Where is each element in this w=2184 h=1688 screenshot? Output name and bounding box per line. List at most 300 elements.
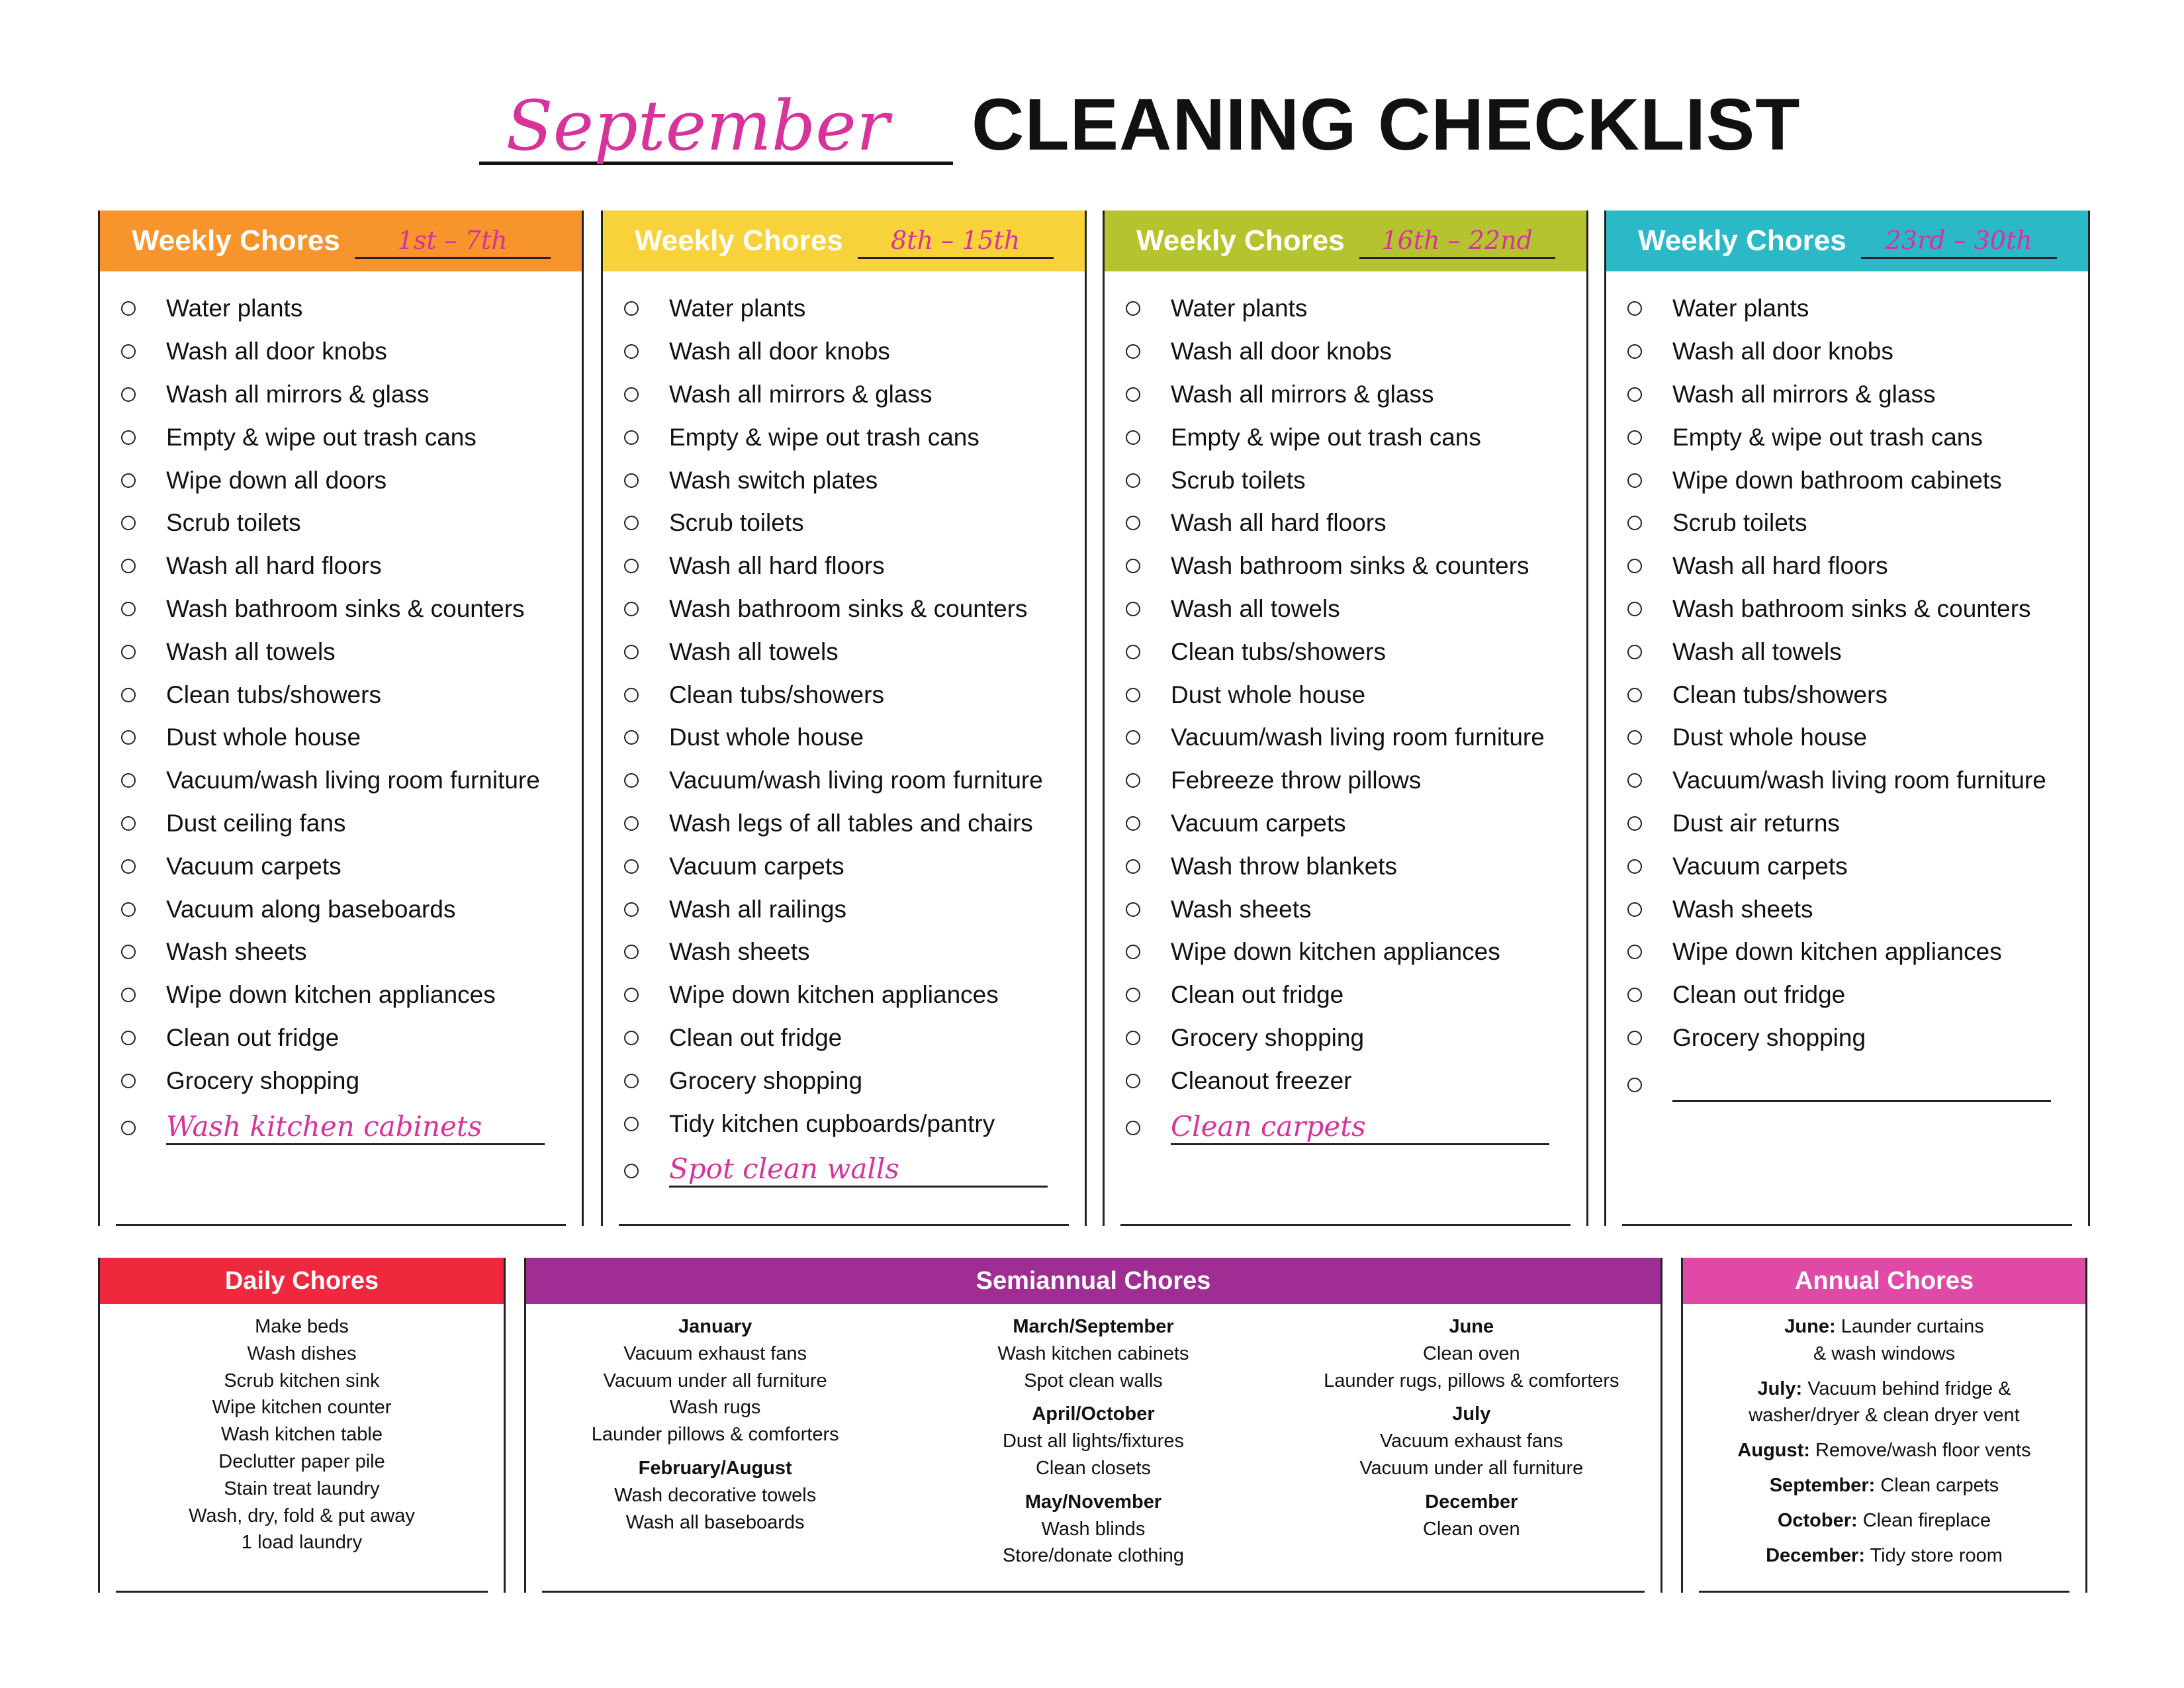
chore-item: [1606, 630, 2088, 673]
chore-item-label: Empty & wipe out trash cans: [669, 423, 979, 451]
checkbox-circle-icon[interactable]: [1627, 945, 1642, 959]
chore-item: [1105, 759, 1586, 802]
checkbox-circle-icon[interactable]: [1627, 602, 1642, 616]
chore-item-label: Wash all mirrors & glass: [166, 380, 430, 408]
weekly-chores-label: Weekly Chores: [635, 224, 843, 257]
checkbox-circle-icon[interactable]: [624, 773, 639, 788]
daily-footer-line: [116, 1591, 488, 1593]
semiannual-chore-item: Vacuum under all furniture: [603, 1370, 827, 1391]
checkbox-circle-icon[interactable]: [1627, 387, 1642, 402]
chore-item: [1105, 630, 1586, 673]
checkbox-circle-icon[interactable]: [1126, 773, 1140, 788]
custom-chore-field[interactable]: Spot clean walls: [669, 1154, 1048, 1188]
chore-item-label: Wash all door knobs: [1672, 338, 1893, 365]
chore-item-label: Tidy kitchen cupboards/pantry: [669, 1109, 995, 1137]
daily-chore-item: Make beds: [255, 1316, 349, 1337]
semiannual-chore-item: Dust all lights/fixtures: [1002, 1430, 1184, 1452]
chore-item: [1606, 545, 2088, 588]
checkbox-circle-icon[interactable]: [1126, 430, 1140, 445]
annual-footer-line: [1699, 1591, 2070, 1593]
week-date-range: 8th – 15th: [858, 224, 1054, 259]
chore-item-label: Wash sheets: [166, 938, 307, 966]
chore-item: [1606, 802, 2088, 845]
daily-chores-header: Daily Chores: [100, 1258, 504, 1304]
semiannual-chores-header: Semiannual Chores: [526, 1258, 1661, 1304]
checkbox-circle-icon[interactable]: [624, 559, 639, 573]
chore-item: [603, 845, 1085, 888]
chore-list: [1105, 271, 1586, 1154]
chore-item-label: Wipe down kitchen appliances: [669, 981, 999, 1009]
chore-item: [603, 373, 1085, 416]
annual-chore-line: [1683, 1507, 2085, 1534]
checkbox-circle-icon[interactable]: [1126, 988, 1140, 1002]
semiannual-chore-item: Wash all baseboards: [625, 1511, 805, 1533]
chore-item-label: Vacuum carpets: [166, 852, 341, 880]
checkbox-circle-icon[interactable]: [1627, 430, 1642, 445]
semiannual-month: May/November: [1024, 1491, 1162, 1513]
checkbox-circle-icon[interactable]: [624, 430, 639, 445]
chore-item-label: Scrub toilets: [669, 509, 804, 537]
annual-chore-item: [1683, 1542, 2085, 1570]
annual-chore-line: [1683, 1313, 2085, 1340]
chore-item: [1105, 673, 1586, 716]
weekly-chores-label: Weekly Chores: [1638, 224, 1846, 257]
chore-item: [1606, 974, 2088, 1017]
semiannual-month: July: [1452, 1403, 1491, 1425]
annual-month: August:: [1737, 1440, 1810, 1462]
chore-item: [1606, 459, 2088, 502]
semiannual-month: January: [678, 1316, 752, 1337]
chore-item-label: Dust whole house: [669, 724, 864, 751]
chore-item: [603, 330, 1085, 373]
daily-chore-item: Scrub kitchen sink: [224, 1370, 380, 1391]
checkbox-circle-icon[interactable]: [1627, 859, 1642, 874]
chore-item-label: Water plants: [166, 295, 303, 322]
chore-item-label: Wash all door knobs: [669, 338, 890, 365]
checkbox-circle-icon[interactable]: [121, 773, 136, 788]
annual-chore-item: [1683, 1507, 2085, 1534]
checkbox-circle-icon[interactable]: [1627, 516, 1642, 530]
chore-item-label: Clean out fridge: [1171, 981, 1344, 1009]
checkbox-circle-icon[interactable]: [624, 945, 639, 959]
chore-item: [100, 673, 582, 716]
semiannual-chore-item: Clean oven: [1422, 1342, 1520, 1364]
checkbox-circle-icon[interactable]: [121, 730, 136, 745]
chore-item-label: Dust ceiling fans: [166, 809, 346, 837]
annual-month: July:: [1757, 1378, 1803, 1399]
semiannual-chore-item: Vacuum exhaust fans: [1379, 1430, 1563, 1452]
annual-chore-text: Vacuum behind fridge &: [1807, 1378, 2011, 1399]
checkbox-circle-icon[interactable]: [1627, 559, 1642, 573]
semiannual-month: April/October: [1032, 1403, 1155, 1425]
semiannual-chore-item: Launder pillows & comforters: [591, 1424, 839, 1446]
chore-item-label: Vacuum along baseboards: [166, 895, 456, 923]
chore-item: [1606, 502, 2088, 545]
chore-item: [1105, 974, 1586, 1017]
chore-item: [1606, 845, 2088, 888]
chore-item: [100, 459, 582, 502]
annual-chore-line: [1683, 1402, 2085, 1429]
chore-item: [100, 759, 582, 802]
chore-item-label: Clean tubs/showers: [1672, 680, 1888, 708]
chore-item-label: Wash all door knobs: [166, 338, 387, 365]
chore-list: [603, 271, 1085, 1197]
semiannual-group: [1283, 1313, 1661, 1394]
chore-item-label: Wash bathroom sinks & counters: [166, 594, 525, 622]
chore-item: [100, 716, 582, 759]
daily-chores-list: [100, 1313, 504, 1556]
chore-item: [1606, 416, 2088, 459]
weekly-chores-header: [100, 211, 582, 271]
checkbox-circle-icon[interactable]: [624, 387, 639, 402]
weekly-chores-header: [1606, 211, 2088, 271]
weekly-chores-column: [601, 211, 1087, 1226]
chore-item: [100, 845, 582, 888]
checkbox-circle-icon[interactable]: [1627, 645, 1642, 659]
checkbox-circle-icon[interactable]: [1627, 1031, 1642, 1045]
chore-item: [603, 1102, 1085, 1145]
annual-chores-list: [1683, 1313, 2085, 1569]
chore-item-label: Wash all railings: [669, 895, 846, 923]
chore-item: [1105, 888, 1586, 931]
checkbox-circle-icon[interactable]: [1126, 945, 1140, 959]
annual-chore-line: [1683, 1437, 2085, 1464]
annual-chore-text: Clean carpets: [1880, 1474, 1999, 1496]
chore-item-label: Clean tubs/showers: [1171, 637, 1386, 665]
checkbox-circle-icon[interactable]: [1627, 473, 1642, 488]
chore-item-label: Vacuum/wash living room furniture: [166, 767, 540, 794]
chore-item-label: Grocery shopping: [1171, 1023, 1365, 1051]
weekly-chores-header: [1105, 211, 1586, 271]
chore-item-label: Scrub toilets: [1171, 466, 1306, 494]
chore-item: [1105, 459, 1586, 502]
chore-item-label: Wash all mirrors & glass: [669, 380, 933, 408]
chore-item-label: Clean out fridge: [669, 1023, 842, 1051]
chore-item: [603, 459, 1085, 502]
chore-item-custom: [1606, 1059, 2088, 1111]
checkbox-circle-icon[interactable]: [1627, 1078, 1642, 1092]
chore-item: [603, 502, 1085, 545]
custom-chore-field[interactable]: [1672, 1068, 2051, 1102]
chore-item: [100, 330, 582, 373]
chore-item: [603, 759, 1085, 802]
checkbox-circle-icon[interactable]: [121, 344, 136, 359]
chore-item: [1105, 802, 1586, 845]
chore-list: [100, 271, 582, 1154]
checkbox-circle-icon[interactable]: [1627, 816, 1642, 831]
checkbox-circle-icon[interactable]: [121, 301, 136, 316]
chore-item-label: Wash all mirrors & glass: [1672, 380, 1936, 408]
weekly-chores-header: [603, 211, 1085, 271]
chore-item: [603, 931, 1085, 974]
chore-item-label: Wash bathroom sinks & counters: [1171, 552, 1529, 580]
page-title: CLEANING CHECKLIST: [972, 84, 1801, 165]
checkbox-circle-icon[interactable]: [1126, 730, 1140, 745]
weekly-chores-label: Weekly Chores: [132, 224, 340, 257]
daily-chore-item: Wipe kitchen counter: [212, 1397, 392, 1419]
checkbox-circle-icon[interactable]: [1126, 688, 1140, 702]
checkbox-circle-icon[interactable]: [1627, 730, 1642, 745]
checkbox-circle-icon[interactable]: [1126, 1031, 1140, 1045]
checkbox-circle-icon[interactable]: [121, 387, 136, 402]
chore-item-label: Vacuum/wash living room furniture: [669, 767, 1043, 794]
weekly-chores-column: [1103, 211, 1588, 1226]
week-date-range: 23rd – 30th: [1861, 224, 2057, 259]
checkbox-circle-icon[interactable]: [624, 473, 639, 488]
checkbox-circle-icon[interactable]: [1126, 344, 1140, 359]
page-header: [0, 82, 2184, 175]
checkbox-circle-icon[interactable]: [1126, 301, 1140, 316]
annual-chore-text: Launder curtains: [1841, 1316, 1984, 1337]
daily-chore-item: Stain treat laundry: [224, 1477, 380, 1499]
checkbox-circle-icon[interactable]: [624, 1031, 639, 1045]
semiannual-month: February/August: [638, 1457, 792, 1479]
week-date-range: 16th – 22nd: [1359, 224, 1555, 259]
semiannual-chore-item: Launder rugs, pillows & comforters: [1324, 1370, 1619, 1391]
chore-item-label: Wash switch plates: [669, 466, 878, 494]
checkbox-circle-icon[interactable]: [624, 301, 639, 316]
checkbox-circle-icon[interactable]: [1627, 902, 1642, 917]
chore-item: [603, 1059, 1085, 1102]
weekly-chores-column: [98, 211, 584, 1226]
annual-chore-line: [1683, 1376, 2085, 1403]
chore-item-label: Wipe down kitchen appliances: [1672, 938, 2002, 966]
checkbox-circle-icon[interactable]: [121, 988, 136, 1002]
semiannual-group: [526, 1455, 904, 1536]
chore-item: [1105, 1017, 1586, 1060]
chore-list: [1606, 271, 2088, 1111]
weekly-footer-line: [619, 1224, 1069, 1226]
chore-item-label: Clean out fridge: [166, 1023, 340, 1051]
checkbox-circle-icon[interactable]: [624, 688, 639, 702]
custom-chore-field[interactable]: Clean carpets: [1171, 1111, 1549, 1145]
daily-chore-item: Wash kitchen table: [221, 1424, 383, 1446]
annual-chore-text: & wash windows: [1813, 1342, 1956, 1364]
semiannual-chore-item: Wash decorative towels: [614, 1484, 817, 1506]
chore-item-label: Wipe down kitchen appliances: [1171, 938, 1500, 966]
checkbox-circle-icon[interactable]: [1627, 773, 1642, 788]
semiannual-group: [904, 1401, 1282, 1481]
annual-chore-text: washer/dryer & clean dryer vent: [1749, 1405, 2020, 1427]
checkbox-circle-icon[interactable]: [1126, 559, 1140, 573]
chore-item-label: Water plants: [1672, 295, 1809, 322]
checkbox-circle-icon[interactable]: [121, 559, 136, 573]
chore-item: [1606, 373, 2088, 416]
chore-item: [1105, 845, 1586, 888]
checkbox-circle-icon[interactable]: [624, 859, 639, 874]
chore-item-label: Vacuum carpets: [1672, 852, 1848, 880]
checkbox-circle-icon[interactable]: [624, 602, 639, 616]
weekly-footer-line: [1622, 1224, 2072, 1226]
chore-item: [1105, 545, 1586, 588]
annual-month: September:: [1769, 1474, 1876, 1496]
chore-item: [1105, 287, 1586, 330]
annual-chore-line: [1683, 1472, 2085, 1499]
semiannual-group: [1283, 1401, 1661, 1481]
chore-item-label: Wash sheets: [1672, 895, 1813, 923]
chore-item: [1105, 716, 1586, 759]
chore-item: [1105, 1059, 1586, 1102]
checkbox-circle-icon[interactable]: [1126, 816, 1140, 831]
checkbox-circle-icon[interactable]: [1126, 1121, 1140, 1135]
chore-item-label: Clean tubs/showers: [166, 680, 381, 708]
chore-item: [603, 588, 1085, 631]
chore-item: [1105, 416, 1586, 459]
chore-item: [1105, 588, 1586, 631]
chore-item-label: Empty & wipe out trash cans: [1672, 423, 1983, 451]
checkbox-circle-icon[interactable]: [121, 1031, 136, 1045]
semiannual-group: [1283, 1489, 1661, 1543]
chore-item-label: Water plants: [669, 295, 806, 322]
semiannual-chore-item: Wash blinds: [1041, 1518, 1146, 1540]
semiannual-footer-line: [542, 1591, 1645, 1593]
chore-item: [100, 502, 582, 545]
checkbox-circle-icon[interactable]: [1627, 344, 1642, 359]
checkbox-circle-icon[interactable]: [624, 1117, 639, 1131]
semiannual-chore-item: Store/donate clothing: [1002, 1545, 1185, 1567]
chore-item: [100, 802, 582, 845]
checkbox-circle-icon[interactable]: [121, 1074, 136, 1088]
chore-item-label: Wash all mirrors & glass: [1171, 380, 1434, 408]
chore-item: [100, 588, 582, 631]
annual-chore-line: [1683, 1340, 2085, 1368]
chore-item-label: Wipe down all doors: [166, 466, 387, 494]
annual-chore-item: [1683, 1313, 2085, 1368]
daily-chore-item: Wash, dry, fold & put away: [189, 1505, 415, 1526]
chore-item: [100, 931, 582, 974]
chore-item-custom: [100, 1102, 582, 1154]
checkbox-circle-icon[interactable]: [624, 344, 639, 359]
chore-item: [603, 545, 1085, 588]
annual-chores-header: Annual Chores: [1683, 1258, 2085, 1304]
chore-item-label: Wash throw blankets: [1171, 852, 1398, 880]
weekly-chores-label: Weekly Chores: [1136, 224, 1345, 257]
chore-item-label: Wipe down kitchen appliances: [166, 981, 496, 1009]
chore-item: [1105, 373, 1586, 416]
weekly-chores-column: [1604, 211, 2090, 1226]
checkbox-circle-icon[interactable]: [121, 816, 136, 831]
checkbox-circle-icon[interactable]: [121, 859, 136, 874]
chore-item: [1606, 1017, 2088, 1060]
daily-chores-panel: [98, 1258, 506, 1593]
weekly-footer-line: [1120, 1224, 1570, 1226]
semiannual-column: [526, 1313, 904, 1576]
chore-item: [100, 1059, 582, 1102]
checkbox-circle-icon[interactable]: [1126, 387, 1140, 402]
checkbox-circle-icon[interactable]: [121, 688, 136, 702]
checkbox-circle-icon[interactable]: [1126, 602, 1140, 616]
chore-item: [1606, 716, 2088, 759]
checkbox-circle-icon[interactable]: [121, 602, 136, 616]
checkbox-circle-icon[interactable]: [624, 730, 639, 745]
chore-item-label: Dust whole house: [1171, 680, 1366, 708]
checkbox-circle-icon[interactable]: [624, 816, 639, 831]
semiannual-chore-item: Vacuum exhaust fans: [623, 1342, 807, 1364]
checkbox-circle-icon[interactable]: [1126, 1074, 1140, 1088]
checkbox-circle-icon[interactable]: [121, 1121, 136, 1135]
checkbox-circle-icon[interactable]: [121, 945, 136, 959]
checkbox-circle-icon[interactable]: [121, 516, 136, 530]
chore-item-label: Wipe down bathroom cabinets: [1672, 466, 2002, 494]
checkbox-circle-icon[interactable]: [121, 902, 136, 917]
checkbox-circle-icon[interactable]: [121, 645, 136, 659]
checkbox-circle-icon[interactable]: [624, 902, 639, 917]
chore-item-label: Dust air returns: [1672, 809, 1840, 837]
chore-item-label: Cleanout freezer: [1171, 1066, 1352, 1094]
checkbox-circle-icon[interactable]: [121, 473, 136, 488]
chore-item: [1606, 588, 2088, 631]
custom-chore-field[interactable]: Wash kitchen cabinets: [166, 1111, 545, 1145]
semiannual-group: [904, 1489, 1282, 1570]
chore-item-label: Wash sheets: [669, 938, 810, 966]
checkbox-circle-icon[interactable]: [1126, 859, 1140, 874]
chore-item-label: Wash bathroom sinks & counters: [669, 594, 1028, 622]
chore-item: [1105, 931, 1586, 974]
chore-item: [1105, 502, 1586, 545]
checkbox-circle-icon[interactable]: [624, 1074, 639, 1088]
semiannual-chore-item: Clean oven: [1422, 1518, 1520, 1540]
semiannual-chore-item: Vacuum under all furniture: [1359, 1457, 1584, 1479]
chore-item: [1606, 287, 2088, 330]
checkbox-circle-icon[interactable]: [1126, 902, 1140, 917]
annual-chore-line: [1683, 1542, 2085, 1570]
chore-item-label: Dust whole house: [1672, 724, 1868, 751]
semiannual-month: June: [1449, 1316, 1494, 1337]
chore-item: [603, 416, 1085, 459]
checkbox-circle-icon[interactable]: [1126, 473, 1140, 488]
annual-chore-item: [1683, 1437, 2085, 1464]
chore-item-label: Wash all hard floors: [1672, 552, 1888, 580]
chore-item: [100, 287, 582, 330]
checkbox-circle-icon[interactable]: [1126, 516, 1140, 530]
chore-item-label: Empty & wipe out trash cans: [166, 423, 477, 451]
semiannual-group: [526, 1313, 904, 1448]
chore-item: [1606, 673, 2088, 716]
checkbox-circle-icon[interactable]: [624, 988, 639, 1002]
semiannual-chore-item: Wash kitchen cabinets: [997, 1342, 1189, 1364]
chore-item-label: Grocery shopping: [1672, 1023, 1866, 1051]
week-date-range: 1st – 7th: [355, 224, 551, 259]
chore-item-label: Febreeze throw pillows: [1171, 767, 1422, 794]
chore-item-label: Wash all towels: [1672, 637, 1842, 665]
semiannual-month: December: [1425, 1491, 1518, 1513]
chore-item-label: Wash sheets: [1171, 895, 1312, 923]
annual-chore-text: Tidy store room: [1870, 1544, 2003, 1566]
chore-item-label: Wash legs of all tables and chairs: [669, 809, 1033, 837]
daily-chore-item: Wash dishes: [247, 1342, 357, 1364]
checkbox-circle-icon[interactable]: [1126, 645, 1140, 659]
checkbox-circle-icon[interactable]: [624, 645, 639, 659]
checkbox-circle-icon[interactable]: [1627, 301, 1642, 316]
semiannual-group: [904, 1313, 1282, 1394]
chore-item: [603, 888, 1085, 931]
chore-item-label: Dust whole house: [166, 724, 361, 751]
chore-item: [1606, 330, 2088, 373]
chore-item: [100, 416, 582, 459]
checkbox-circle-icon[interactable]: [624, 1164, 639, 1178]
semiannual-month: March/September: [1013, 1316, 1174, 1337]
checkbox-circle-icon[interactable]: [1627, 988, 1642, 1002]
annual-month: October:: [1777, 1509, 1858, 1531]
chore-item: [100, 373, 582, 416]
chore-item-label: Wash all door knobs: [1171, 338, 1392, 365]
chore-item-label: Vacuum/wash living room furniture: [1672, 767, 2046, 794]
annual-chores-panel: [1681, 1258, 2087, 1593]
checkbox-circle-icon[interactable]: [624, 516, 639, 530]
checkbox-circle-icon[interactable]: [121, 430, 136, 445]
chore-item-label: Wash all hard floors: [166, 552, 382, 580]
checkbox-circle-icon[interactable]: [1627, 688, 1642, 702]
